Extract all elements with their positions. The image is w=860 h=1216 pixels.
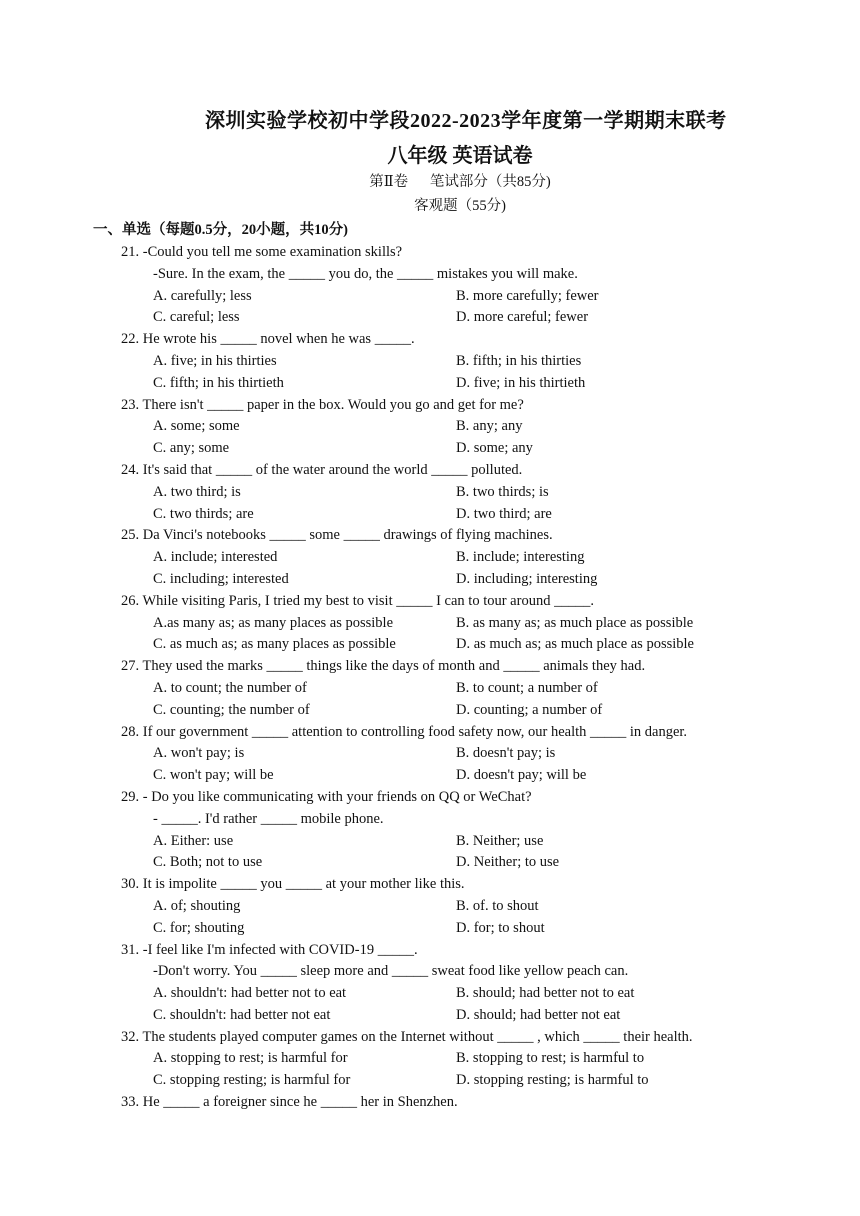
option-row — [0, 1005, 860, 1027]
option-row — [0, 700, 860, 722]
answer-option: B. of. to shout — [456, 897, 539, 914]
option-row — [0, 765, 860, 787]
question-stem: 28. If our government _____ attention to controlling food safety now, our health _____ in danger. — [121, 723, 688, 740]
answer-option: A. to count; the number of — [153, 679, 307, 696]
answer-option: D. as much as; as much place as possible — [456, 636, 694, 653]
option-row — [0, 1070, 860, 1092]
answer-option: A. won't pay; is — [153, 745, 245, 762]
answer-option: C. Both; not to use — [153, 854, 263, 871]
answer-option: C. shouldn't: had better not eat — [153, 1006, 331, 1023]
answer-option: D. should; had better not eat — [456, 1006, 621, 1023]
answer-option: C. stopping resting; is harmful for — [153, 1072, 351, 1089]
exam-subtitle: 八年级 英语试卷 — [387, 145, 533, 167]
question-item — [0, 722, 860, 787]
question-item — [0, 591, 860, 656]
answer-option: C. as much as; as many places as possible — [153, 636, 396, 653]
option-row — [0, 286, 860, 308]
question-stem: 24. It's said that _____ of the water around the world _____ polluted. — [121, 461, 523, 478]
answer-option: B. should; had better not to eat — [456, 985, 635, 1002]
option-row — [0, 852, 860, 874]
option-row — [0, 351, 860, 373]
answer-option: C. careful; less — [153, 309, 240, 326]
question-item — [0, 940, 860, 1027]
option-row — [0, 896, 860, 918]
answer-option: C. any; some — [153, 440, 230, 457]
answer-option: B. any; any — [456, 418, 523, 435]
answer-option: D. stopping resting; is harmful to — [456, 1072, 649, 1089]
option-row — [0, 634, 860, 656]
answer-option: B. doesn't pay; is — [456, 745, 556, 762]
option-row — [0, 678, 860, 700]
question-item — [0, 1027, 860, 1092]
question-item — [0, 460, 860, 525]
option-row — [0, 373, 860, 395]
answer-option: B. as many as; as much place as possible — [456, 614, 694, 631]
answer-option: D. some; any — [456, 440, 533, 457]
section-heading: 一、单选（每题0.5分，20小题，共10分) — [93, 222, 348, 238]
question-stem: 30. It is impolite _____ you _____ at your mother like this. — [121, 876, 465, 893]
option-row — [0, 504, 860, 526]
answer-option: B. two thirds; is — [456, 483, 549, 500]
answer-option: A.as many as; as many places as possible — [153, 614, 394, 631]
answer-option: B. include; interesting — [456, 549, 585, 566]
question-stem: 31. -I feel like I'm infected with COVID-19 _____. — [121, 941, 418, 958]
answer-option: C. fifth; in his thirtieth — [153, 374, 284, 391]
question-continuation: - _____. I'd rather _____ mobile phone. — [153, 810, 384, 827]
answer-option: A. Either: use — [153, 832, 234, 849]
option-row — [0, 569, 860, 591]
answer-option: A. five; in his thirties — [153, 352, 277, 369]
answer-option: A. of; shouting — [153, 897, 241, 914]
answer-option: D. two third; are — [456, 505, 552, 522]
answer-option: A. some; some — [153, 418, 240, 435]
option-row — [0, 482, 860, 504]
option-row — [0, 1048, 860, 1070]
answer-option: D. Neither; to use — [456, 854, 560, 871]
answer-option: B. to count; a number of — [456, 679, 598, 696]
question-stem: 22. He wrote his _____ novel when he was _____. — [121, 331, 415, 348]
answer-option: B. fifth; in his thirties — [456, 352, 582, 369]
answer-option: D. counting; a number of — [456, 701, 603, 718]
option-row — [0, 438, 860, 460]
answer-option: D. doesn't pay; will be — [456, 767, 587, 784]
option-row — [0, 547, 860, 569]
answer-option: C. including; interested — [153, 570, 289, 587]
question-item — [0, 1092, 860, 1114]
objective-label: 客观题（55分) — [414, 198, 506, 214]
answer-option: A. stopping to rest; is harmful for — [153, 1050, 348, 1067]
question-item — [0, 242, 860, 329]
answer-option: B. more carefully; fewer — [456, 287, 599, 304]
question-item — [0, 395, 860, 460]
answer-option: D. for; to shout — [456, 919, 545, 936]
question-stem: 27. They used the marks _____ things like the days of month and _____ animals they had. — [121, 658, 646, 675]
question-item — [0, 874, 860, 939]
option-row — [0, 307, 860, 329]
exam-title: 深圳实验学校初中学段2022-2023学年度第一学期期末联考 — [205, 110, 727, 132]
answer-option: C. two thirds; are — [153, 505, 254, 522]
answer-option: D. five; in his thirtieth — [456, 374, 586, 391]
question-item — [0, 787, 860, 874]
question-item — [0, 525, 860, 590]
question-stem: 32. The students played computer games on the Internet without _____ , which _____ their health. — [121, 1028, 693, 1045]
option-row — [0, 918, 860, 940]
question-stem: 23. There isn't _____ paper in the box. Would you go and get for me? — [121, 396, 524, 413]
question-continuation: -Sure. In the exam, the _____ you do, the _____ mistakes you will make. — [153, 265, 578, 282]
question-item — [0, 329, 860, 394]
answer-option: A. two third; is — [153, 483, 241, 500]
question-stem: 33. He _____ a foreigner since he _____ her in Shenzhen. — [121, 1094, 458, 1111]
paper-part-label: 第Ⅱ卷 笔试部分（共85分) — [369, 174, 551, 190]
answer-option: C. counting; the number of — [153, 701, 310, 718]
question-item — [0, 656, 860, 721]
answer-option: D. more careful; fewer — [456, 309, 589, 326]
answer-option: A. carefully; less — [153, 287, 252, 304]
question-continuation: -Don't worry. You _____ sleep more and _____ sweat food like yellow peach can. — [153, 963, 629, 980]
answer-option: A. shouldn't: had better not to eat — [153, 985, 347, 1002]
answer-option: C. won't pay; will be — [153, 767, 274, 784]
option-row — [0, 743, 860, 765]
answer-option: B. Neither; use — [456, 832, 544, 849]
question-stem: 26. While visiting Paris, I tried my best to visit _____ I can to tour around _____. — [121, 592, 594, 609]
answer-option: B. stopping to rest; is harmful to — [456, 1050, 645, 1067]
option-row — [0, 613, 860, 635]
answer-option: D. including; interesting — [456, 570, 598, 587]
option-row — [0, 416, 860, 438]
answer-option: A. include; interested — [153, 549, 278, 566]
question-list — [0, 242, 860, 1114]
option-row — [0, 831, 860, 853]
question-stem: 21. -Could you tell me some examination skills? — [121, 244, 403, 260]
question-stem: 29. - Do you like communicating with your friends on QQ or WeChat? — [121, 788, 532, 805]
question-stem: 25. Da Vinci's notebooks _____ some _____ drawings of flying machines. — [121, 527, 553, 544]
answer-option: C. for; shouting — [153, 919, 245, 936]
option-row — [0, 983, 860, 1005]
